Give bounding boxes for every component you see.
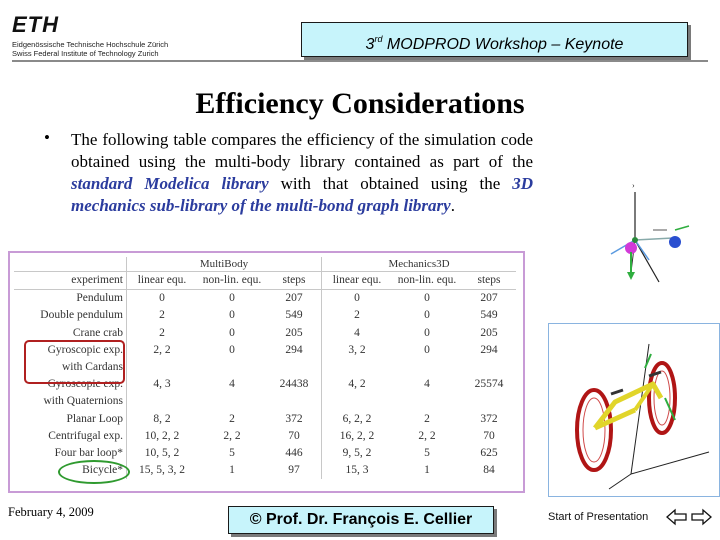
table-cell: 4, 3 (127, 376, 198, 393)
blue-sphere (669, 236, 681, 248)
column-header: steps (267, 272, 322, 290)
copyright-box: © Prof. Dr. François E. Cellier (228, 506, 494, 534)
column-header: linear equ. (127, 272, 198, 290)
highlight-3d-mechanics: 3D mechanics sub-library of the multi-bond graph library (71, 174, 533, 215)
table-cell: 10, 2, 2 (127, 428, 198, 445)
slide-title: Efficiency Considerations (195, 87, 525, 120)
table-cell: 207 (285, 292, 303, 305)
table-cell: 84 (483, 464, 495, 477)
table-cell: 0 (424, 326, 430, 339)
forward-arrow-icon[interactable] (690, 508, 712, 526)
bullet-marker: • (44, 128, 50, 147)
group-multibody: MultiBody (127, 257, 322, 272)
column-header: linear equ. (322, 272, 393, 290)
table-row (14, 411, 516, 428)
table-cell: Centrifugal exp. (48, 429, 123, 442)
column-header: non-lin. equ. (197, 272, 267, 290)
table-cell: 372 (285, 412, 303, 425)
table-row (14, 393, 516, 410)
table-cell: 6, 2, 2 (322, 411, 393, 428)
table-cell (392, 359, 462, 376)
table-cell: 5 (424, 446, 430, 459)
table-cell (462, 359, 516, 376)
joint-marker (632, 237, 638, 243)
table-cell: 207 (480, 292, 498, 305)
table-cell: 205 (480, 326, 498, 339)
bullet-text-part-2: with that obtained using the (268, 174, 513, 193)
eth-logo (12, 14, 212, 58)
column-header: non-lin. equ. (392, 272, 462, 290)
back-arrow-icon[interactable] (666, 508, 688, 526)
table-cell: 625 (480, 446, 498, 459)
table-cell: 2 (127, 307, 198, 324)
rod-line (635, 238, 673, 240)
table-cell: Bicycle* (82, 464, 123, 477)
table-row (14, 428, 516, 445)
table-cell (392, 393, 462, 410)
forward-arrow-shape (692, 510, 711, 524)
workshop-banner (301, 22, 688, 57)
table-cell: 0 (424, 292, 430, 305)
table-cell: 0 (424, 309, 430, 322)
table-cell: 3, 2 (322, 342, 393, 359)
group-mechanics3d: Mechanics3D (322, 257, 517, 272)
bullet-text-part-1: The following table compares the efficiency of the simulation code obtained using the multi-body library contained as part of the (71, 130, 533, 171)
table-cell: 2, 2 (127, 342, 198, 359)
banner-superscript: rd (374, 34, 383, 44)
table-cell: 4, 2 (322, 376, 393, 393)
table-cell (322, 359, 393, 376)
table-cell: 24438 (279, 378, 309, 391)
table-cell: 8, 2 (127, 411, 198, 428)
table-cell: 2 (424, 412, 430, 425)
table-cell: with Quaternions (43, 395, 123, 408)
table-cell: 446 (285, 446, 303, 459)
table-cell (197, 393, 267, 410)
table-cell: Gyroscopic exp. (47, 378, 123, 391)
table-cell: 372 (480, 412, 498, 425)
table-cell: 16, 2, 2 (322, 428, 393, 445)
back-arrow-shape (667, 510, 686, 524)
eth-logo-mark: ETH (12, 12, 59, 37)
start-of-presentation-link[interactable]: Start of Presentation (548, 511, 649, 523)
table-cell: 2, 2 (223, 429, 241, 442)
table-cell: 1 (229, 464, 235, 477)
table-cell: 97 (288, 464, 300, 477)
table-cell (267, 359, 322, 376)
table-cell: 2 (127, 325, 198, 342)
table-cell: 70 (483, 429, 495, 442)
banner-text: MODPROD Workshop – Keynote (382, 36, 624, 53)
table-cell: 0 (229, 292, 235, 305)
table-cell (127, 393, 198, 410)
table-cell (322, 393, 393, 410)
table-cell: Crane crab (72, 326, 123, 339)
gyroscope-cardans-highlight (24, 340, 125, 384)
table-cell: 0 (229, 326, 235, 339)
green-arrow (675, 226, 689, 230)
table-cell: 10, 5, 2 (127, 445, 198, 462)
table-column-header (14, 272, 516, 290)
bicycle-figure (548, 323, 720, 497)
table-row (14, 307, 516, 324)
column-header: experiment (14, 272, 127, 290)
banner-prefix: 3 (365, 36, 375, 53)
table-cell (462, 393, 516, 410)
table-cell: 2 (322, 307, 393, 324)
table-cell: 15, 3 (322, 462, 393, 479)
header-divider (12, 60, 708, 62)
gyroscope-figure (553, 170, 713, 320)
axis-mark: › (632, 181, 635, 190)
table-cell: 549 (285, 309, 303, 322)
table-cell: 4 (229, 378, 235, 391)
table-cell: 294 (480, 343, 498, 356)
table-row (14, 290, 516, 308)
table-group-header (14, 257, 516, 272)
table-cell: 1 (424, 464, 430, 477)
bullet-text (71, 129, 533, 217)
highlight-standard-library: standard Modelica library (71, 174, 269, 193)
bullet-text-part-3: . (450, 196, 455, 215)
table-cell: 70 (288, 429, 300, 442)
table-cell: 4 (424, 378, 430, 391)
table-cell: Gyroscopic exp. (47, 343, 123, 356)
table-cell: 25574 (474, 378, 504, 391)
bicycle-highlight (58, 460, 130, 484)
table-cell: 4 (322, 325, 393, 342)
table-cell: 0 (424, 343, 430, 356)
table-cell: 294 (285, 343, 303, 356)
table-cell: 2 (229, 412, 235, 425)
table-cell: Planar Loop (66, 412, 123, 425)
green-arrowhead (627, 272, 635, 280)
table-cell: Double pendulum (40, 309, 123, 322)
table-cell: 9, 5, 2 (322, 445, 393, 462)
table-cell: 205 (285, 326, 303, 339)
table-cell: with Cardans (61, 361, 123, 374)
footer-date: February 4, 2009 (8, 505, 94, 519)
table-cell: 2, 2 (418, 429, 436, 442)
table-cell: 0 (229, 309, 235, 322)
table-cell (267, 393, 322, 410)
table-cell: Pendulum (76, 292, 123, 305)
table-cell: 0 (229, 343, 235, 356)
table-cell: 15, 5, 3, 2 (127, 462, 198, 479)
eth-logo-line-1: Eidgenössische Technische Hochschule Zürich (12, 40, 169, 49)
column-header: steps (462, 272, 516, 290)
table-cell: 0 (322, 290, 393, 308)
table-cell: 0 (127, 290, 198, 308)
table-cell: 549 (480, 309, 498, 322)
rod-line (635, 240, 649, 260)
table-cell: Four bar loop* (54, 446, 123, 459)
table-cell: 5 (229, 446, 235, 459)
table-cell (127, 359, 198, 376)
table-cell (197, 359, 267, 376)
eth-logo-line-2: Swiss Federal Institute of Technology Zurich (12, 49, 159, 58)
